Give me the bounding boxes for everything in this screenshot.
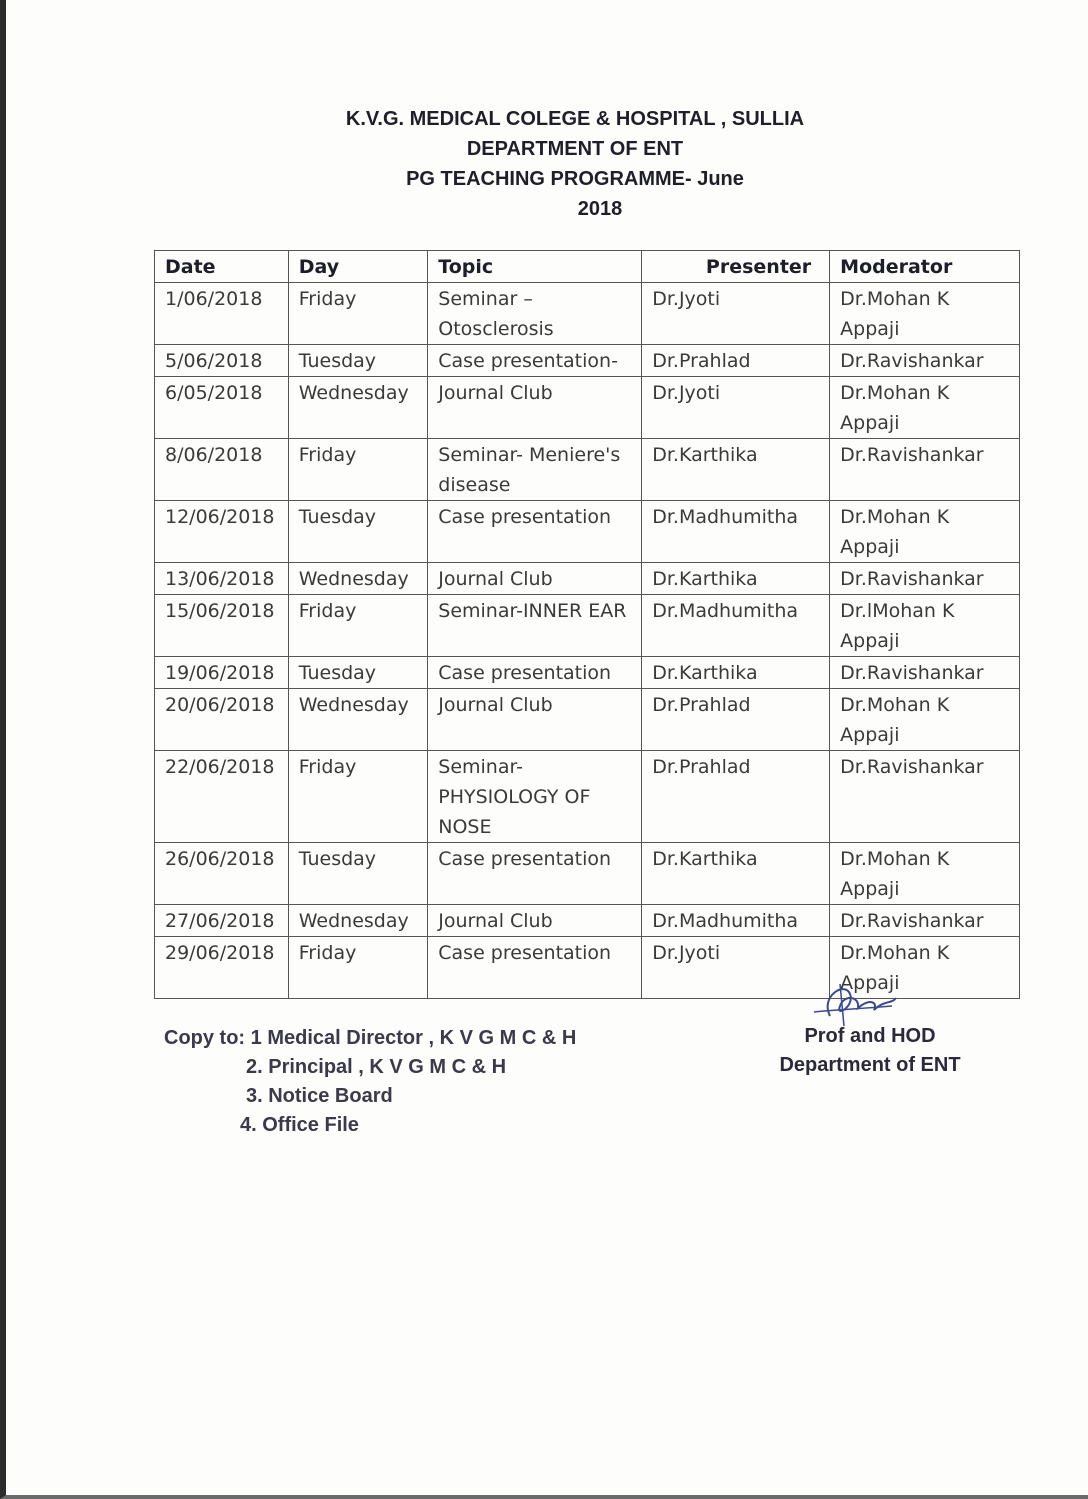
cell-date: 29/06/2018 <box>155 937 289 999</box>
copy-to-line-1: Copy to: 1 Medical Director , K V G M C & H <box>164 1027 577 1049</box>
copy-to-list <box>164 1024 576 1140</box>
cell-moderator: Dr.Mohan K Appaji <box>830 377 1020 439</box>
cell-moderator: Dr.Ravishankar <box>830 563 1020 595</box>
table-row <box>155 563 1020 595</box>
cell-day: Friday <box>288 937 428 999</box>
cell-date: 27/06/2018 <box>155 905 289 937</box>
cell-moderator: Dr.Ravishankar <box>830 751 1020 843</box>
cell-day: Tuesday <box>288 345 428 377</box>
column-header-day: Day <box>288 251 428 283</box>
cell-day: Friday <box>288 595 428 657</box>
cell-topic: Journal Club <box>428 905 642 937</box>
cell-topic: Seminar-INNER EAR <box>428 595 642 657</box>
cell-presenter: Dr.Karthika <box>642 439 830 501</box>
table-row <box>155 751 1020 843</box>
cell-day: Wednesday <box>288 905 428 937</box>
cell-presenter: Dr.Prahlad <box>642 689 830 751</box>
cell-moderator: Dr.Ravishankar <box>830 439 1020 501</box>
signatory-department: Department of ENT <box>779 1054 961 1076</box>
table-row <box>155 657 1020 689</box>
cell-date: 1/06/2018 <box>155 283 289 345</box>
copy-to-line-4: 4. Office File <box>240 1114 359 1136</box>
document-header <box>240 104 910 224</box>
cell-moderator: Dr.lMohan K Appaji <box>830 595 1020 657</box>
cell-day: Tuesday <box>288 843 428 905</box>
cell-moderator: Dr.Mohan K Appaji <box>830 283 1020 345</box>
cell-topic: Case presentation <box>428 843 642 905</box>
signature-block <box>760 1022 980 1080</box>
cell-topic: Case presentation <box>428 937 642 999</box>
cell-day: Tuesday <box>288 501 428 563</box>
cell-topic: Seminar- PHYSIOLOGY OF NOSE <box>428 751 642 843</box>
table-row <box>155 689 1020 751</box>
cell-day: Tuesday <box>288 657 428 689</box>
cell-day: Wednesday <box>288 377 428 439</box>
table-header-row <box>155 251 1020 283</box>
cell-presenter: Dr.Karthika <box>642 657 830 689</box>
department-name: DEPARTMENT OF ENT <box>466 138 684 160</box>
programme-year: 2018 <box>577 198 623 220</box>
cell-topic: Case presentation- <box>428 345 642 377</box>
cell-day: Friday <box>288 439 428 501</box>
table-row <box>155 283 1020 345</box>
cell-presenter: Dr.Jyoti <box>642 377 830 439</box>
cell-day: Friday <box>288 283 428 345</box>
column-header-moderator: Moderator <box>830 251 1020 283</box>
cell-topic: Case presentation <box>428 501 642 563</box>
column-header-presenter: Presenter <box>642 251 830 283</box>
cell-day: Wednesday <box>288 563 428 595</box>
cell-topic: Journal Club <box>428 377 642 439</box>
cell-presenter: Dr.Madhumitha <box>642 905 830 937</box>
cell-topic: Journal Club <box>428 563 642 595</box>
cell-presenter: Dr.Karthika <box>642 563 830 595</box>
cell-date: 6/05/2018 <box>155 377 289 439</box>
copy-to-line-2: 2. Principal , K V G M C & H <box>246 1056 507 1078</box>
table-row <box>155 345 1020 377</box>
table-row <box>155 501 1020 563</box>
cell-presenter: Dr.Karthika <box>642 843 830 905</box>
cell-presenter: Dr.Prahlad <box>642 345 830 377</box>
cell-topic: Seminar – Otosclerosis <box>428 283 642 345</box>
column-header-date: Date <box>155 251 289 283</box>
cell-date: 15/06/2018 <box>155 595 289 657</box>
cell-date: 8/06/2018 <box>155 439 289 501</box>
cell-presenter: Dr.Prahlad <box>642 751 830 843</box>
programme-title: PG TEACHING PROGRAMME- June <box>406 168 744 190</box>
copy-to-line-3: 3. Notice Board <box>246 1085 393 1107</box>
cell-presenter: Dr.Jyoti <box>642 937 830 999</box>
cell-moderator: Dr.Ravishankar <box>830 657 1020 689</box>
cell-date: 12/06/2018 <box>155 501 289 563</box>
table-row <box>155 905 1020 937</box>
cell-moderator: Dr.Mohan K Appaji <box>830 843 1020 905</box>
column-header-topic: Topic <box>428 251 642 283</box>
table-row <box>155 595 1020 657</box>
cell-moderator: Dr.Mohan K Appaji <box>830 689 1020 751</box>
cell-date: 5/06/2018 <box>155 345 289 377</box>
college-name: K.V.G. MEDICAL COLEGE & HOSPITAL , SULLIA <box>345 108 805 130</box>
cell-presenter: Dr.Jyoti <box>642 283 830 345</box>
cell-date: 13/06/2018 <box>155 563 289 595</box>
cell-presenter: Dr.Madhumitha <box>642 501 830 563</box>
cell-presenter: Dr.Madhumitha <box>642 595 830 657</box>
cell-date: 19/06/2018 <box>155 657 289 689</box>
table-row <box>155 439 1020 501</box>
cell-topic: Seminar- Meniere's disease <box>428 439 642 501</box>
cell-date: 26/06/2018 <box>155 843 289 905</box>
cell-day: Wednesday <box>288 689 428 751</box>
cell-moderator: Dr.Ravishankar <box>830 905 1020 937</box>
cell-moderator: Dr.Mohan K Appaji <box>830 937 1020 999</box>
cell-moderator: Dr.Mohan K Appaji <box>830 501 1020 563</box>
table-row <box>155 843 1020 905</box>
signatory-title: Prof and HOD <box>804 1025 936 1047</box>
cell-topic: Journal Club <box>428 689 642 751</box>
cell-date: 22/06/2018 <box>155 751 289 843</box>
cell-day: Friday <box>288 751 428 843</box>
table-row <box>155 377 1020 439</box>
teaching-schedule-table <box>154 250 1020 999</box>
cell-date: 20/06/2018 <box>155 689 289 751</box>
cell-topic: Case presentation <box>428 657 642 689</box>
cell-moderator: Dr.Ravishankar <box>830 345 1020 377</box>
